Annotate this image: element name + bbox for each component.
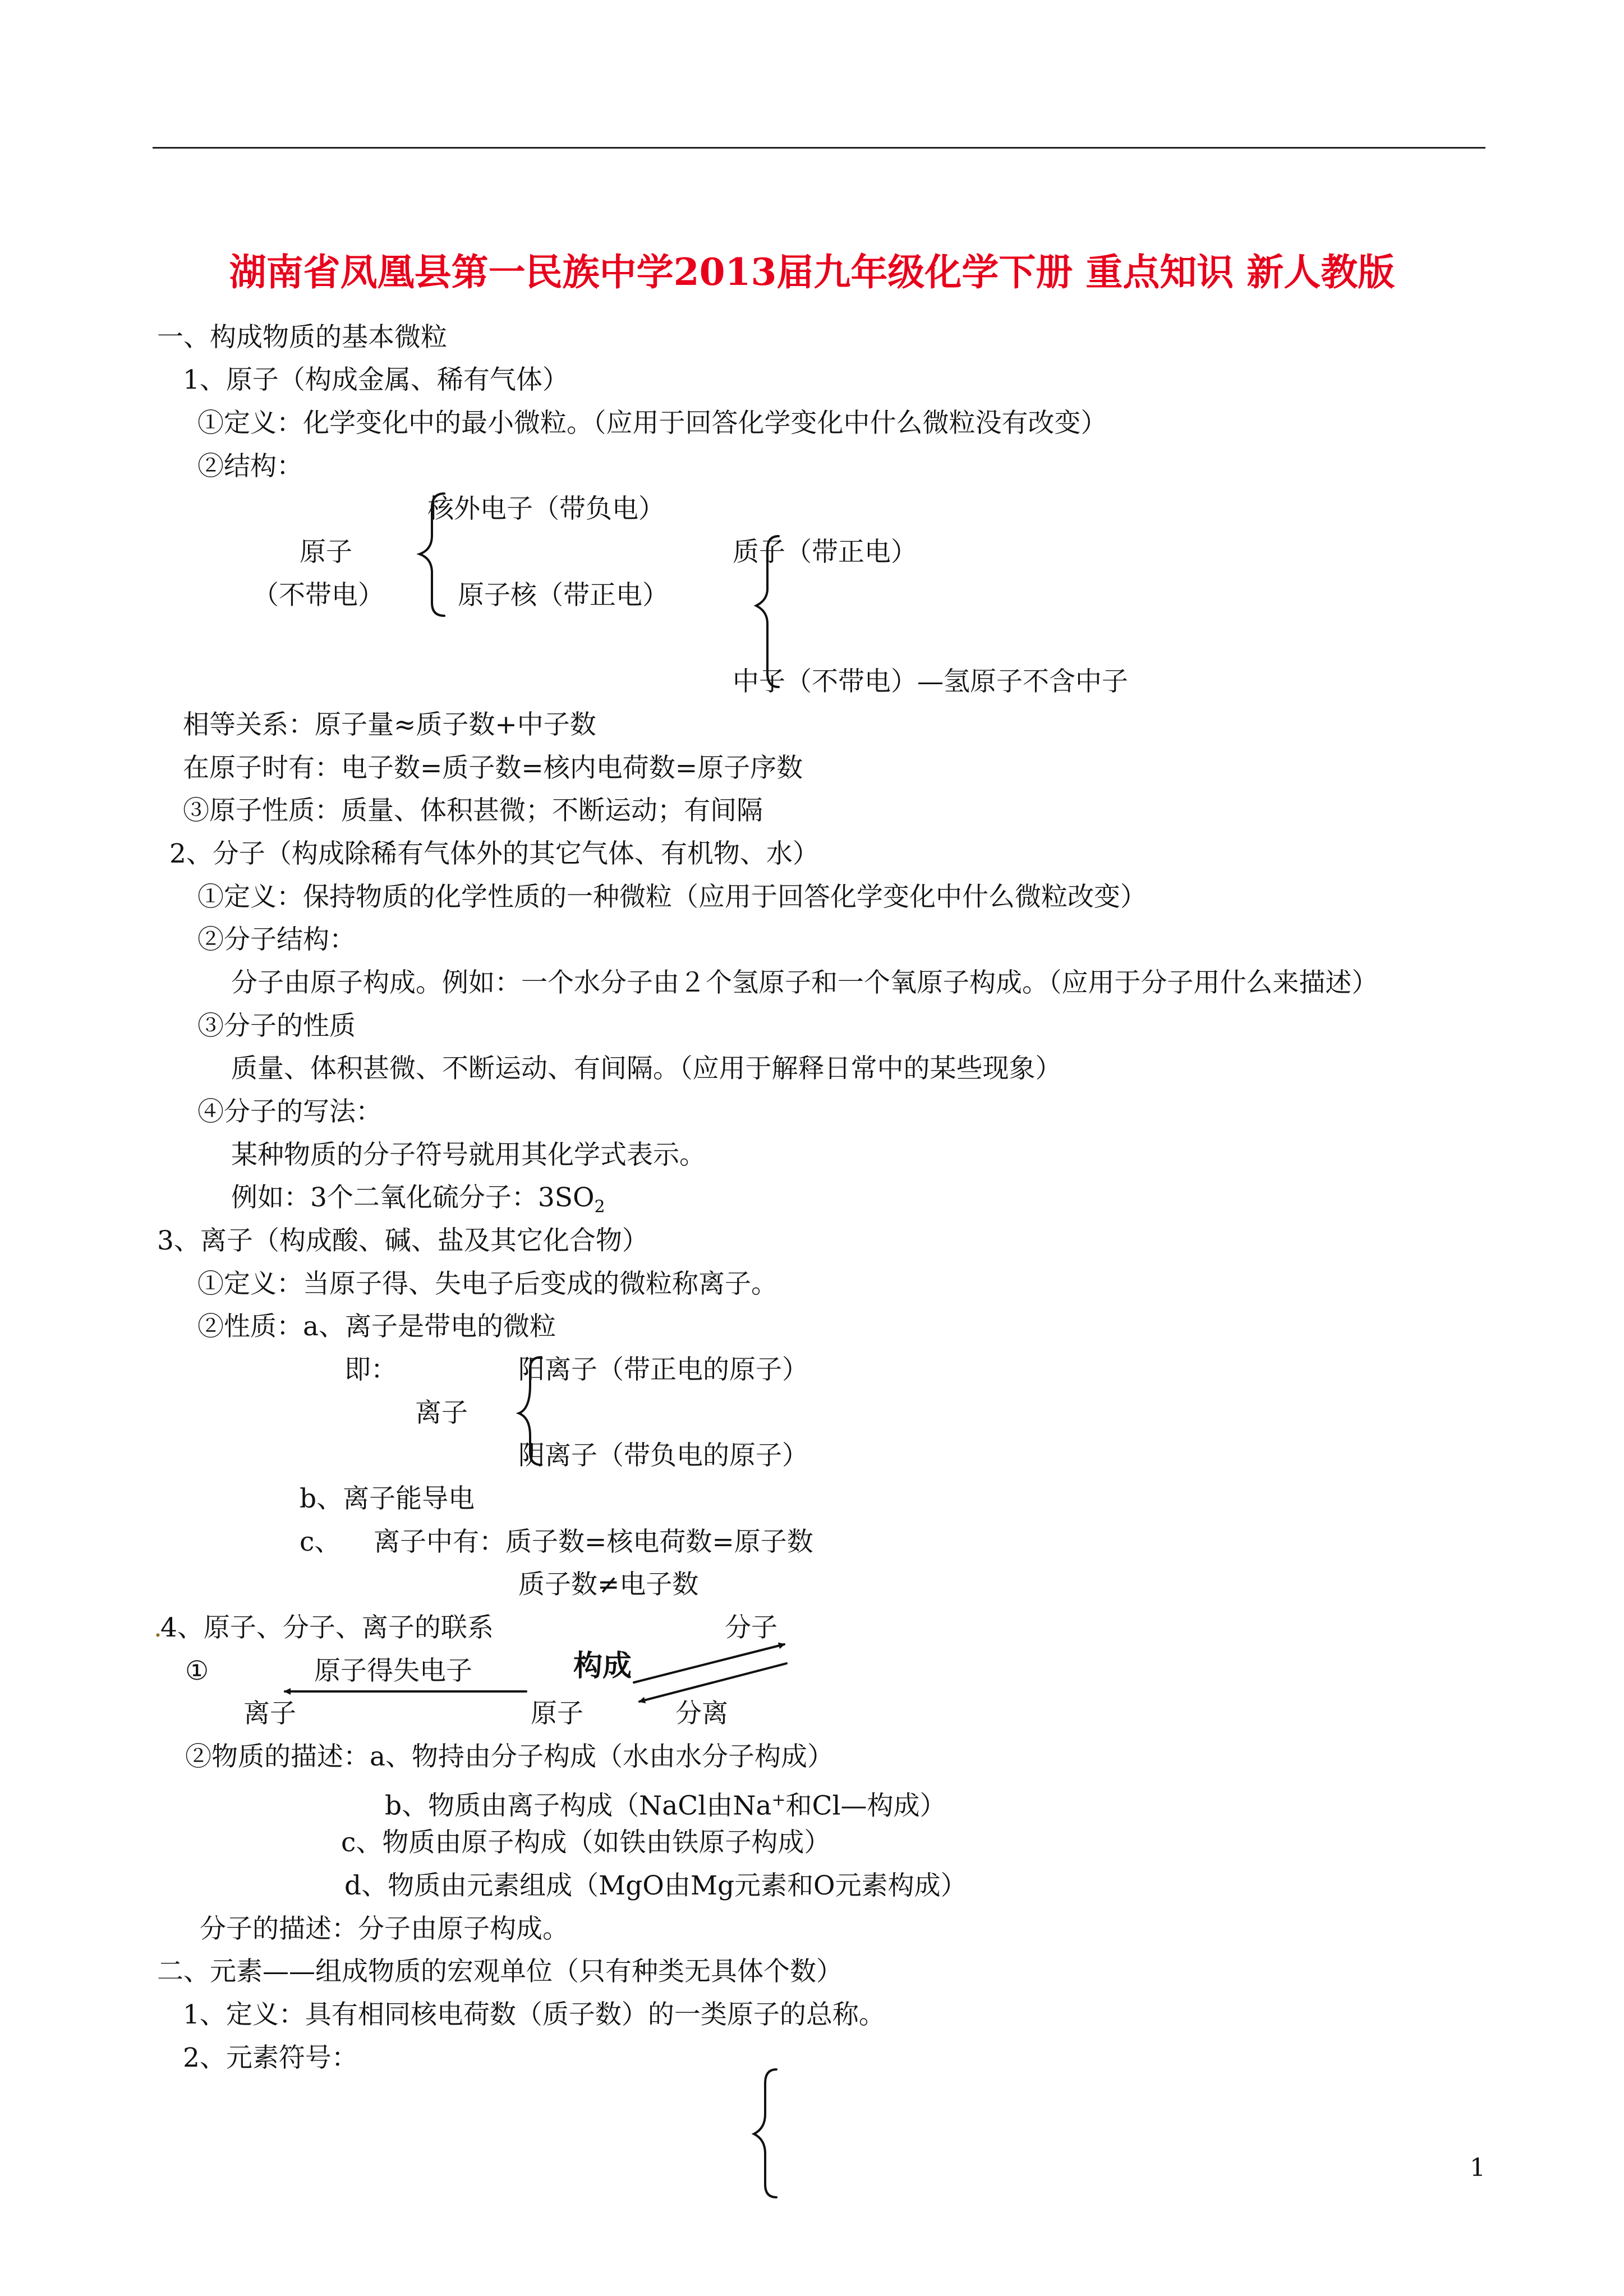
text-line: b、离子能导电: [300, 1483, 475, 1514]
diagram-label: 阳离子（带正电的原子）: [518, 1354, 808, 1385]
diagram-label: 原子核（带正电）: [458, 580, 669, 611]
text-line: ②分子结构：: [197, 924, 356, 955]
text-line: ①定义：化学变化中的最小微粒。（应用于回答化学变化中什么微粒没有改变）: [197, 408, 1107, 439]
text-line: 2、元素符号：: [183, 2043, 358, 2073]
page-title: 湖南省凤凰县第一民族中学2013届九年级化学下册 重点知识 新人教版: [229, 250, 1395, 294]
text-line: 1、定义：具有相同核电荷数（质子数）的一类原子的总称。: [183, 1999, 885, 2030]
text-line: c、物质由原子构成（如铁由铁原子构成）: [341, 1827, 831, 1858]
text-line: ③分子的性质: [197, 1011, 356, 1041]
diagram-label: 分子: [725, 1612, 778, 1643]
text-line: ④分子的写法：: [197, 1096, 382, 1127]
text-line: d、物质由元素组成（MgO由Mg元素和O元素构成）: [344, 1870, 967, 1901]
subsection-heading: 4、原子、分子、离子的联系: [160, 1612, 494, 1643]
text-line: 分子由原子构成。例如：一个水分子由２个氢原子和一个氧原子构成。（应用于分子用什么来描述）: [231, 967, 1378, 998]
arrow-icon: [640, 1663, 786, 1702]
text-line: 分子的描述：分子由原子构成。: [200, 1914, 569, 1944]
brace-icon: [756, 536, 779, 687]
text-line: 相等关系：原子量≈质子数+中子数: [183, 709, 596, 740]
page-number: 1: [1470, 2154, 1485, 2182]
diagram-label: 原子: [531, 1698, 583, 1729]
text-line: 质子数≠电子数: [518, 1569, 699, 1600]
text-line: ③原子性质：质量、体积甚微；不断运动；有间隔: [183, 795, 763, 826]
diagram-label: 原子得失电子: [314, 1656, 472, 1686]
diagram-label: （不带电）: [252, 580, 384, 611]
text-line: c、: [300, 1527, 341, 1557]
diagram-label: 核外电子（带负电）: [427, 494, 665, 524]
section-heading: 二、元素——组成物质的宏观单位（只有种类无具体个数）: [157, 1956, 843, 1987]
diagram-label: 中子（不带电）—氢原子不含中子: [733, 666, 1128, 697]
text-line: ①定义：保持物质的化学性质的一种微粒（应用于回答化学变化中什么微粒改变）: [197, 882, 1147, 912]
diagram-label: 构成: [573, 1649, 632, 1683]
brace-icon: [754, 2069, 776, 2197]
text-line: ①定义：当原子得、失电子后变成的微粒称离子。: [197, 1269, 778, 1299]
text-line: 例如：3个二氧化硫分子：$3SO_2$: [231, 1182, 605, 1217]
arrow-icon: [634, 1644, 784, 1682]
text-line: 在原子时有：电子数=质子数=核内电荷数=原子序数: [183, 753, 803, 783]
brace-icon: [519, 1357, 541, 1465]
diagram-label: 原子: [300, 537, 352, 568]
diagram-label: 离子: [415, 1398, 468, 1428]
text-line: 即：: [344, 1354, 397, 1385]
diagram-label: 质子（带正电）: [733, 537, 917, 568]
text-line: b、物质由离子构成（NaCl由Na+和Cl—构成）: [385, 1790, 946, 1822]
text-line: 离子中有：质子数=核电荷数=原子数: [374, 1527, 813, 1557]
text-line: ①: [185, 1656, 209, 1686]
subsection-heading: 3、离子（构成酸、碱、盐及其它化合物）: [157, 1225, 648, 1256]
text-line: ②物质的描述：a、物持由分子构成（水由水分子构成）: [185, 1741, 834, 1772]
brace-icon: [420, 494, 444, 616]
stray-dot: .: [154, 1612, 162, 1643]
text-line: 质量、体积甚微、不断运动、有间隔。（应用于解释日常中的某些现象）: [231, 1053, 1062, 1084]
diagram-label: 分离: [675, 1698, 728, 1729]
text-line: ②结构：: [197, 451, 303, 482]
text-line: 某种物质的分子符号就用其化学式表示。: [231, 1140, 706, 1170]
subsection-heading: 1、原子（构成金属、稀有气体）: [183, 365, 569, 395]
section-heading: 一、构成物质的基本微粒: [157, 322, 447, 353]
diagram-label: 阴离子（带负电的原子）: [518, 1440, 808, 1471]
text-line: ②性质：a、离子是带电的微粒: [197, 1311, 556, 1342]
subsection-heading: 2、分子（构成除稀有气体外的其它气体、有机物、水）: [169, 838, 819, 869]
diagram-label: 离子: [243, 1698, 296, 1729]
